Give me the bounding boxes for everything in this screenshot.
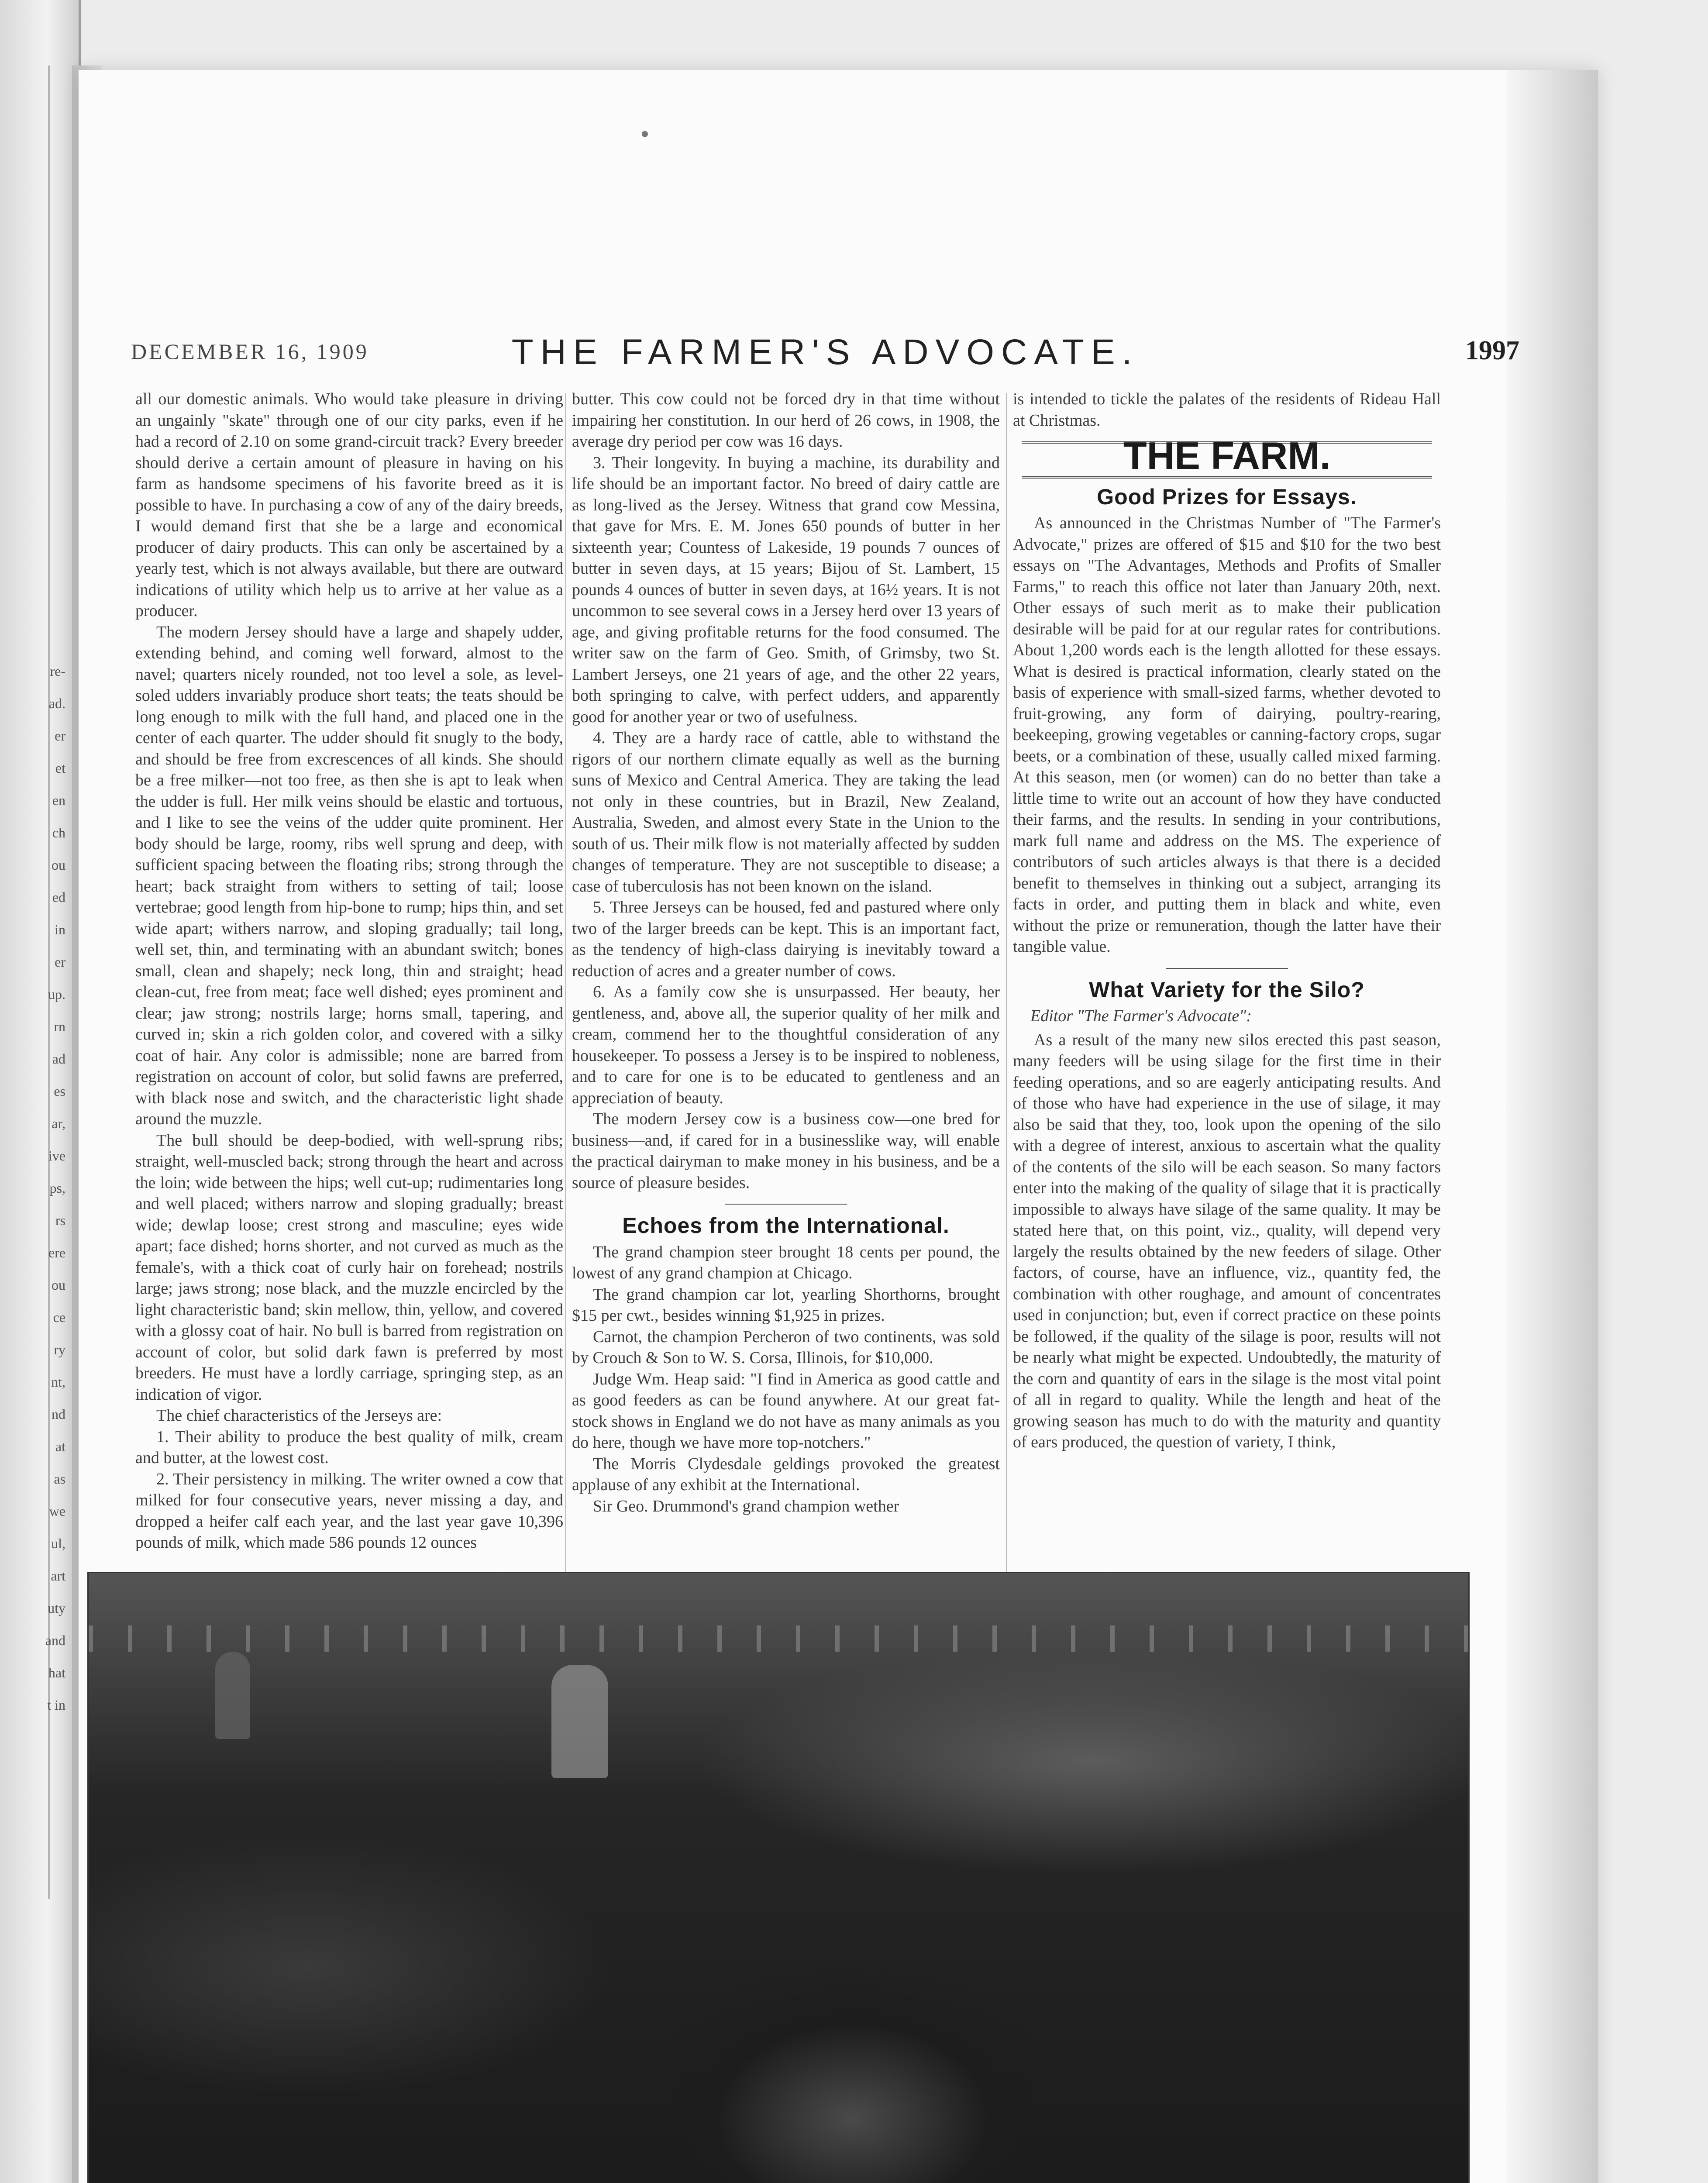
article-paragraph: The Morris Clydesdale geldings provoked the greatest applause of any exhibit at the International. (572, 1454, 1000, 1494)
masthead-title: THE FARMER'S ADVOCATE. (511, 332, 1139, 372)
edge-word: rs (55, 1212, 65, 1228)
photo-person-center (551, 1665, 608, 1778)
edge-word: ere (48, 1245, 65, 1260)
edge-word: ps, (49, 1180, 65, 1196)
article-paragraph: The bull should be deep-bodied, with well-sprung ribs; straight, well-muscled back; strong through the heart and across the loin; wide between the hips; well cut-up; rudimentaries long and well placed; withers narrow and sloping gradually; breast wide; dewlap loose; crest strong and masculine; eyes wide apart; face dished; horns shorter, and not curved as much as the female's, with a thick coat of curly hair on forehead; nostrils large; jaws strong; nose black, and the muzzle encircled by the light characteristic band; skin mellow, thin, yellow, and covered with a glossy coat of hair. No bull is barred from registration on account of color, but solid dark fawn is preferred by most breeders. He must have a lordly carriage, springing step, as an indication of vigor. (135, 1131, 563, 1404)
article-paragraph: butter. This cow could not be forced dry in that time without impairing her constitution. In our herd of 26 cows, in 1908, the average dry period per cow was 16 days. (572, 390, 1000, 451)
article-paragraph: The modern Jersey cow is a business cow—one bred for business—and, if cared for in a businesslike way, will enable the practical dairyman to make money in his business, and be a source of pleasure besides. (572, 1110, 1000, 1192)
cattle-photograph (87, 1572, 1470, 2183)
edge-word: as (54, 1471, 65, 1487)
edge-word: and (45, 1632, 65, 1648)
article-paragraph: The grand champion steer brought 18 cents per pound, the lowest of any grand champion at Chicago. (572, 1243, 1000, 1282)
edge-word: t in (47, 1697, 65, 1713)
article-paragraph: 3. Their longevity. In buying a machine, its durability and life should be an important factor. No breed of dairy cattle are as long-lived as the Jersey. Witness that grand cow Messina, that gave for Mrs. E. M. Jones 650 pounds of butter in her sixteenth year; Countess of Lakeside, 19 pounds 7 ounces of butter in seven days, at 15 years; Bijou of St. Lambert, 15 pounds 4 ounces of butter in seven days, at 16½ years. It is not uncommon to see several cows in a Jersey herd over 13 years of age, and giving profitable returns for the food consumed. The writer saw on the farm of Geo. Smith, of Grimsby, two St. Lambert Jerseys, one 21 years of age, and the other 22 years, both springing to calve, with perfect udders, and apparently good for another year or two of usefulness. (572, 453, 1000, 726)
edge-word: nt, (51, 1374, 65, 1390)
edge-word: art (51, 1568, 65, 1584)
edge-word: ch (52, 825, 65, 840)
article-paragraph: 4. They are a hardy race of cattle, able to withstand the rigors of our northern climate equally as well as the burning suns of Mexico and Central America. They are taking the lead not only in these countries, but in Brazil, New Zealand, Australia, Sweden, and almost every State in the Union to the south of us. Their milk flow is not materially affected by sudden changes of temperature. They are not susceptible to disease; a case of tuberculosis has not been known on the island. (572, 729, 1000, 895)
article-paragraph: Carnot, the champion Percheron of two continents, was sold by Crouch & Son to W. S. Corsa, Illinois, for $10,000. (572, 1327, 1000, 1367)
page-number: 1997 (1465, 336, 1519, 365)
article-paragraph: Sir Geo. Drummond's grand champion wether (593, 1497, 899, 1515)
echoes-heading: Echoes from the International. (622, 1213, 950, 1238)
prizes-heading: Good Prizes for Essays. (1097, 484, 1357, 509)
page-header (131, 332, 1519, 384)
edge-word: ive (48, 1148, 65, 1164)
edge-word: rn (54, 1019, 65, 1034)
edge-word: er (55, 728, 65, 744)
article-paragraph: The chief characteristics of the Jerseys are: (156, 1406, 442, 1425)
edge-word: we (49, 1503, 65, 1519)
edge-word: er (55, 954, 65, 970)
section-rule (725, 1204, 847, 1205)
edge-word: ul, (51, 1536, 65, 1551)
edge-word: en (52, 792, 65, 808)
edge-word: ou (52, 857, 65, 873)
article-paragraph: 5. Three Jerseys can be housed, fed and pastured where only two of the larger breeds can be kept. This is an important fact, as the tendency of high-class dairying is inevitably toward a reduction of acres and a greater number of cows. (572, 898, 1000, 980)
edge-word: ou (52, 1277, 65, 1293)
edge-word: re- (50, 663, 65, 679)
article-paragraph: As a result of the many new silos erected this past season, many feeders will be using silage for the first time in their feeding operations, and so are eagerly anticipating results. And of those who have had experience in the use of silage, it may also be said that they, too, look upon the opening of the silo with a degree of interest, anxious to ascertain what the quality of the contents of the silo will be each season. So many factors enter into the making of the quality of silage that it is practically impossible to always have silage of the same quality. It may be stated here that, on this point, viz., quality, will depend very largely the results obtained by the new feeders of silage. Other factors, of course, have an influence, viz., quantity fed, the combination with other roughage, and amount of concentrates used in conjunction; but, even if correct practice on these points be followed, if the quality of the silage is poor, results will not be nearly what might be expected. Undoubtedly, the maturity of the corn and quantity of ears in the silage is the most vital point of all in regard to quality. While the length and heat of the growing season has much to do with the maturity and quantity of ears produced, the question of variety, I think, (1013, 1030, 1441, 1451)
edge-word: hat (48, 1665, 65, 1680)
issue-date: DECEMBER 16, 1909 (131, 339, 369, 364)
edge-word: ry (54, 1342, 65, 1357)
edge-word: ar, (52, 1116, 65, 1131)
adjacent-page-word-fragments (0, 655, 65, 1721)
article-paragraph: Judge Wm. Heap said: "I find in America as good cattle and as good feeders as can be found anywhere. At our great fat-stock shows in England we do not have as many animals as you do here, though we have more top-notchers." (572, 1370, 1000, 1452)
article-paragraph: As announced in the Christmas Number of "The Farmer's Advocate," prizes are offered of $15 and $10 for the two best essays on "The Advantages, Methods and Profits of Smaller Farms," to reach this office not later than January 20th, next. Other essays of such merit as to make their publication desirable will be paid for at our regular rates for contributions. About 1,200 words each is the length allotted for these essays. What is desired is practical information, clearly stated on the basis of experience with small-sized farms, whether devoted to fruit-growing, any form of dairying, poultry-rearing, beekeeping, growing vegetables or canning-factory crops, sugar beets, or a combination of these, usually called mixed farming. At this season, men (or women) can do no better than take a little time to write out an account of how they have conducted their farms, and the results. In sending in your contributions, mark full name and address on the MS. The experience of contributors of such articles always is that there is a decided benefit to themselves in thinking out a subject, arranging its facts in order, and putting them in black and white, even without the prize or remuneration, though the latter have their tangible value. (1013, 514, 1441, 956)
edge-word: uty (48, 1600, 65, 1616)
article-paragraph: 6. As a family cow she is unsurpassed. Her beauty, her gentleness, and, above all, the superior quality of her milk and cream, commend her to the thoughtful consideration of any housekeeper. To possess a Jersey is to be inspired to nobleness, and to care for one is to be educated to gentleness and an appreciation of beauty. (572, 983, 1000, 1107)
article-paragraph: 1. Their ability to produce the best quality of milk, cream and butter, at the lowest cost. (135, 1427, 563, 1467)
editor-salutation: Editor "The Farmer's Advocate": (1030, 1007, 1252, 1025)
adjacent-page-strip (0, 0, 81, 2183)
edge-word: ce (53, 1309, 65, 1325)
article-paragraph: The grand champion car lot, yearling Shorthorns, brought $15 per cwt., besides winning $1,925 in prizes. (572, 1285, 1000, 1325)
edge-word: at (55, 1439, 65, 1454)
scan-edge-shading (1506, 70, 1598, 2183)
article-paragraph: The modern Jersey should have a large and shapely udder, extending behind, and coming well forward, almost to the navel; quarters nicely rounded, not too level a sole, as level-soled udders invariably produce short teats; the teats should be long enough to milk with the full hand, and placed one in the center of each quarter. The udder should fit snugly to the body, and should be free from excrescences of all kinds. She should be a free milker—not too free, as then she is apt to leak when the udder is full. Her milk veins should be elastic and tortuous, and I like to see the veins of the udder quite prominent. Her body should be large, roomy, ribs well sprung and deep, with sufficient spacing between the floating ribs; strong through the heart; back straight from withers to setting of tail; loose vertebrae; good length from hip-bone to rump; hips thin, and set wide apart; withers narrow, and sloping gradually; tail long, well set, thin, and terminating with an abundant switch; bones small, clean and shapely; neck long, thin and straight; head clean-cut, free from meat; face well dished; eyes prominent and clear; jaw strong; nostrils large; horns small, tapering, and curved in; skin a rich golden color, and covered with a silky coat of hair. Any color is admissible; none are barred from registration on account of color, but solid fawns are preferred, with black nose and switch, and the characteristic light shade around the muzzle. (135, 623, 563, 1128)
ink-speck (642, 131, 648, 137)
section-banner (1022, 434, 1432, 479)
section-title: THE FARM. (1123, 434, 1331, 477)
photo-person-left (215, 1652, 250, 1739)
photo-fence-rail (89, 1625, 1468, 1652)
edge-word: es (54, 1083, 65, 1099)
article-paragraph: all our domestic animals. Who would take pleasure in driving an ungainly "skate" through one of our city parks, even if he had a record of 2.10 on some grand-circuit track? Every breeder should derive a certain amount of pleasure in having on his farm as handsome specimens of his favorite breed as it is possible to have. In purchasing a cow of any of the dairy breeds, I would demand first that she be a large and economical producer of dairy products. This can only be ascertained by a yearly test, which is not always available, but there are outward indications of utility which help us to arrive at her value as a producer. (135, 390, 563, 620)
edge-word: in (55, 922, 65, 937)
edge-word: ed (52, 889, 65, 905)
article-paragraph: 2. Their persistency in milking. The writer owned a cow that milked for four consecutive years, never missing a day, and dropped a heifer calf each year, and the last year gave 10,396 pounds of milk, which made 586 pounds 12 ounces (135, 1470, 563, 1552)
silo-heading: What Variety for the Silo? (1089, 977, 1365, 1002)
edge-word: ad. (48, 696, 65, 711)
edge-word: et (55, 760, 65, 776)
article-paragraph: is intended to tickle the palates of the residents of Rideau Hall at Christmas. (1013, 390, 1441, 430)
edge-word: up. (48, 986, 65, 1002)
edge-word: ad (52, 1051, 65, 1067)
section-rule (1166, 968, 1288, 969)
edge-word: nd (52, 1406, 65, 1422)
